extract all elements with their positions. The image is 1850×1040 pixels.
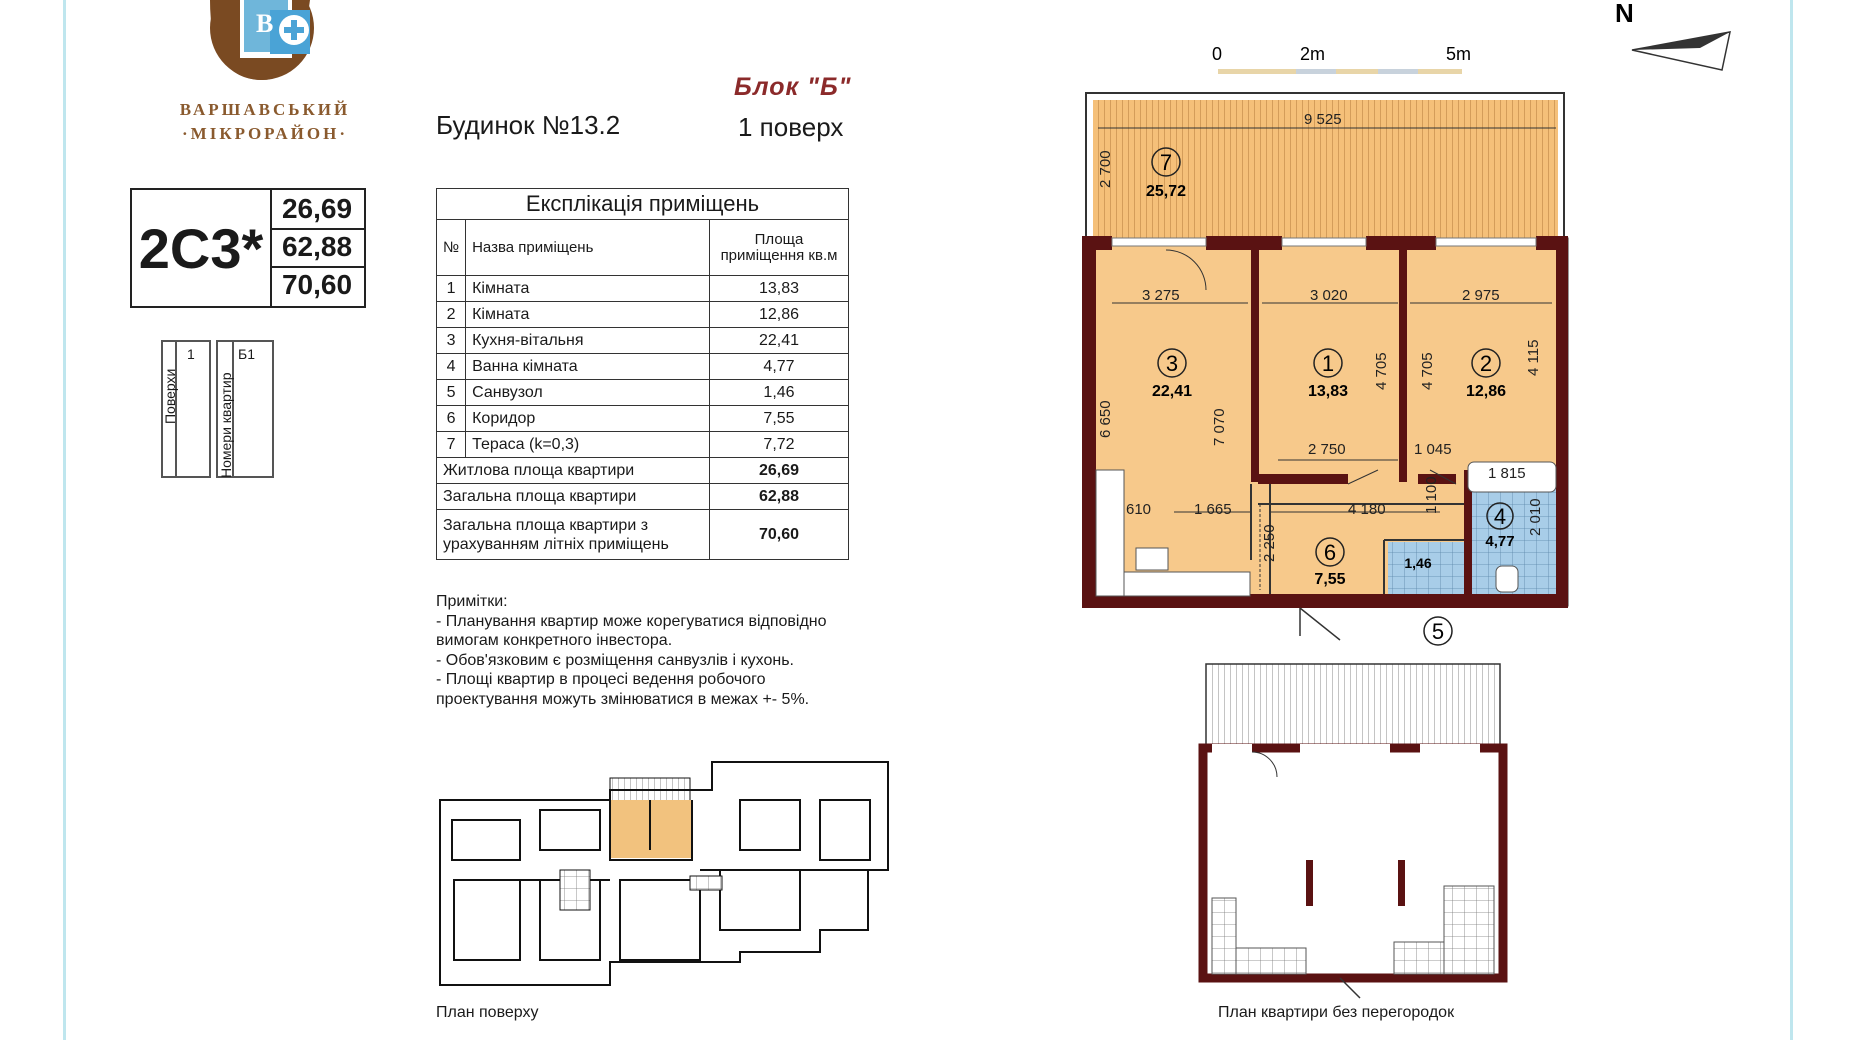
total-area-value: 62,88 (270, 228, 364, 268)
block-title: Блок "Б" (734, 73, 852, 101)
table-row: 6 Коридор 7,55 (437, 406, 849, 432)
room-6-no: 6 (1323, 540, 1337, 565)
dim-2250: 2 250 (1261, 524, 1278, 562)
dim-corr-w: 2 750 (1308, 441, 1346, 458)
numbers-value: Б1 (238, 346, 255, 362)
floors-label: Поверхи (162, 368, 178, 424)
open-plan (1203, 664, 1503, 998)
dim-1100: 1 100 (1423, 476, 1440, 514)
table-row: 1 Кімната 13,83 (437, 276, 849, 302)
total-row: Житлова площа квартири 26,69 (437, 458, 849, 484)
table-row: 5 Санвузол 1,46 (437, 380, 849, 406)
dim-610: 610 (1126, 501, 1152, 518)
dim-h3a: 6 650 (1097, 400, 1114, 438)
dim-h2b: 4 115 (1525, 339, 1542, 376)
total-row: Загальна площа квартири з урахуванням літніх приміщень 70,60 (437, 510, 849, 560)
table-row: 2 Кімната 12,86 (437, 302, 849, 328)
room-6-area: 7,55 (1314, 571, 1346, 588)
room-4-area: 4,77 (1485, 533, 1515, 550)
scale-bar (1212, 44, 1471, 74)
room-7-no: 7 (1159, 150, 1173, 175)
north-label: N (1615, 0, 1634, 28)
room-5-no: 5 (1431, 619, 1445, 644)
toilet-icon (1496, 566, 1518, 592)
logo-text: ВАРШАВСЬКИЙ ·МІКРОРАЙОН· (179, 100, 351, 143)
dim-w2: 2 975 (1462, 287, 1500, 304)
room-4-no: 4 (1493, 504, 1507, 529)
dim-h2a: 4 705 (1419, 352, 1436, 390)
col-no-header: № (437, 220, 466, 276)
col-name-header: Назва приміщень (466, 220, 710, 276)
dim-4180: 4 180 (1348, 501, 1386, 518)
col-area-header: Площа приміщення кв.м (710, 220, 849, 276)
room-2-no: 2 (1479, 351, 1493, 376)
living-area-value: 26,69 (270, 190, 364, 230)
dim-bath-w: 1 815 (1488, 465, 1526, 482)
scale-label-5m: 5m (1446, 44, 1472, 64)
dim-h1: 4 705 (1373, 352, 1390, 390)
open-plan-caption: План квартири без перегородок (1218, 1004, 1455, 1021)
numbers-label: Номери квартир (218, 372, 234, 478)
table-row: 4 Ванна кімната 4,77 (437, 354, 849, 380)
explication-title: Експлікація приміщень (437, 189, 849, 220)
logo-letter: B (256, 9, 274, 38)
dim-w3: 3 275 (1142, 287, 1180, 304)
apartment-code: 2С3* (132, 190, 272, 306)
dim-1045: 1 045 (1414, 441, 1452, 458)
total-row: Загальна площа квартири 62,88 (437, 484, 849, 510)
floor-plan-caption: План поверху (436, 1004, 539, 1021)
room-7-area: 25,72 (1145, 183, 1187, 200)
dim-1665: 1 665 (1194, 501, 1232, 518)
room-3-no: 3 (1165, 351, 1179, 376)
sink-icon (1136, 548, 1168, 570)
building-title: Будинок №13.2 (436, 110, 621, 140)
north-arrow-icon (1615, 0, 1730, 70)
room-3-area: 22,41 (1151, 383, 1193, 400)
scale-label-0: 0 (1212, 44, 1223, 64)
apartment-plan (1082, 93, 1568, 645)
total-summer-area-value: 70,60 (281, 269, 353, 300)
dim-h3b: 7 070 (1211, 408, 1228, 446)
scale-label-2m: 2m (1300, 44, 1326, 64)
dim-w1: 3 020 (1310, 287, 1348, 304)
notes: Примітки: - Планування квартир може корегуватися відповідно вимогам конкретного інвестора. - Обов'язковим є розміщення санвузлів і кухонь. - Площі квартир в процесі ведення робочого проектування можуть змінюватися в межах +- 5%. (436, 593, 827, 708)
room-1-area: 13,83 (1307, 383, 1349, 400)
floor-title: 1 поверх (738, 112, 844, 142)
room-1-no: 1 (1321, 351, 1335, 376)
kitchen-counter (1096, 470, 1124, 596)
room-2-area: 12,86 (1465, 383, 1507, 400)
table-row: 7 Тераса (k=0,3) 7,72 (437, 432, 849, 458)
floor-plan (440, 762, 888, 985)
dim-terrace-width: 9 525 (1304, 111, 1342, 128)
table-row: 3 Кухня-вітальня 22,41 (437, 328, 849, 354)
dim-2010: 2 010 (1527, 498, 1544, 536)
floors-value: 1 (187, 346, 195, 362)
dim-terrace-depth: 2 700 (1097, 150, 1114, 188)
room-5-area: 1,46 (1404, 555, 1432, 571)
